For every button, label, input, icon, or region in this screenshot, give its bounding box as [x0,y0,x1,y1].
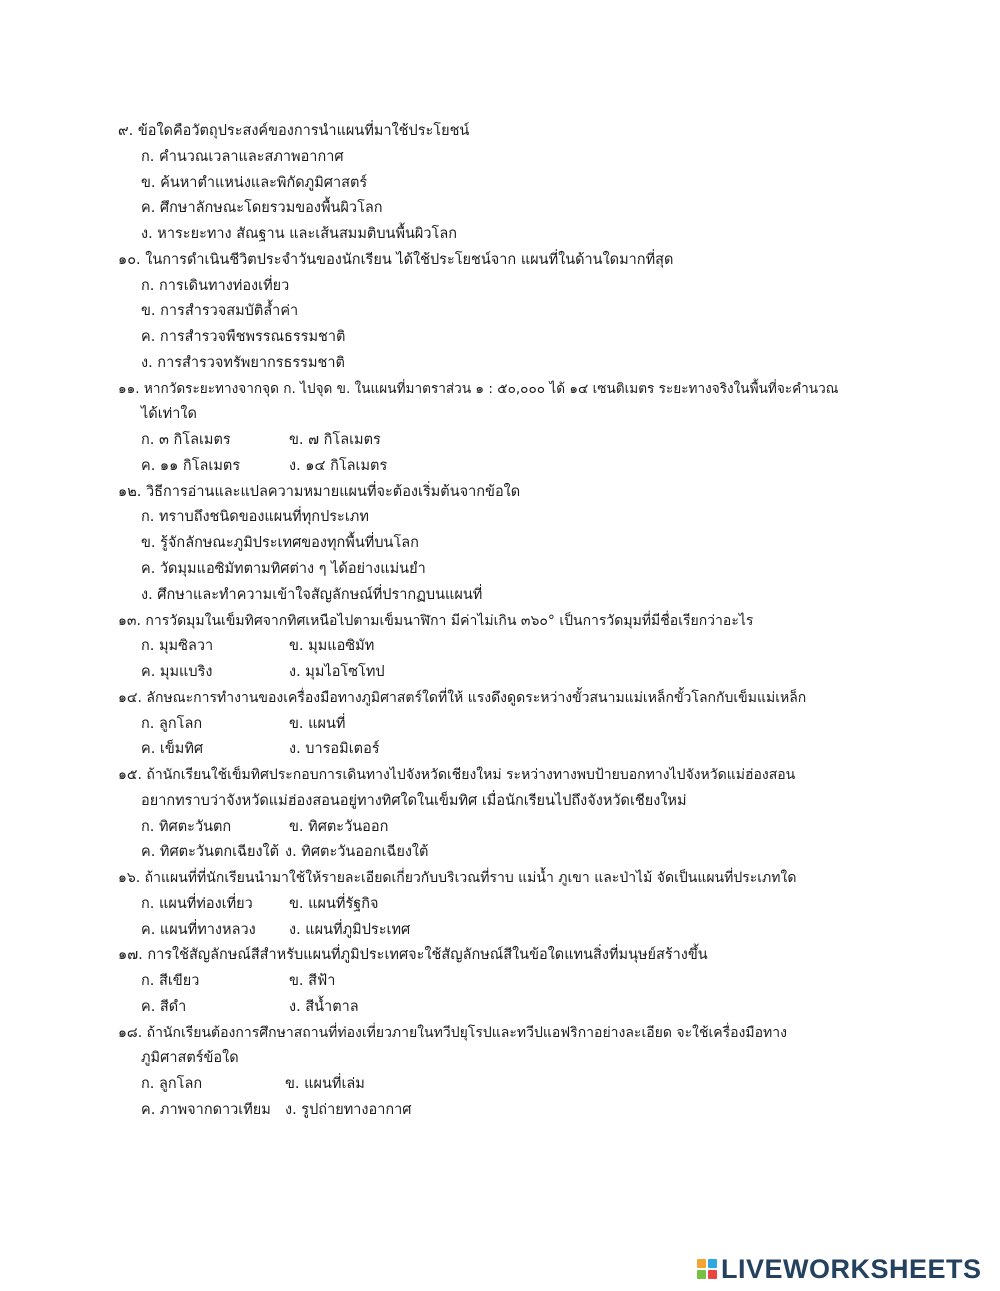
question-16-option-b[interactable]: ข. แผนที่รัฐกิจ [289,896,379,912]
logo-tile-blue [708,1259,717,1268]
question-12-option-b[interactable]: ข. รู้จักลักษณะภูมิประเทศของทุกพื้นที่บนโลก [141,535,419,551]
liveworksheets-logo[interactable] [697,1253,982,1285]
question-16-option-d[interactable]: ง. แผนที่ภูมิประเทศ [289,922,411,938]
logo-tile-green [697,1270,706,1279]
question-15-stem: ๑๕. ถ้านักเรียนใช้เข็มทิศประกอบการเดินทางไปจังหวัดเชียงใหม่ ระหว่างทางพบป้ายบอกทางไปจังหวัดแม่ฮ่องสอน [118,767,796,783]
question-16-option-a[interactable]: ก. แผนที่ท่องเที่ยว [141,896,253,912]
question-11-option-b[interactable]: ข. ๗ กิโลเมตร [289,432,381,448]
question-14-option-b[interactable]: ข. แผนที่ [289,716,346,732]
question-11-option-c[interactable]: ค. ๑๑ กิโลเมตร [141,458,241,474]
logo-tile-orange [697,1259,706,1268]
question-10-stem: ๑๐. ในการดำเนินชีวิตประจำวันของนักเรียน ได้ใช้ประโยชน์จาก แผนที่ในด้านใดมากที่สุด [118,252,674,268]
question-11-stem: ๑๑. หากวัดระยะทางจากจุด ก. ไปจุด ข. ในแผนที่มาตราส่วน ๑ : ๕๐,๐๐๐ ได้ ๑๔ เซนติเมตร ระยะทางจริงในพื้นที่จะคำนวณ [118,381,839,397]
question-17-option-a[interactable]: ก. สีเขียว [141,973,200,989]
question-13-option-a[interactable]: ก. มุมซิลวา [141,638,214,654]
question-11-option-a[interactable]: ก. ๓ กิโลเมตร [141,432,231,448]
question-11-stem-continued: ได้เท่าใด [141,406,197,422]
question-18-option-b[interactable]: ข. แผนที่เล่ม [285,1076,365,1092]
question-12-option-c[interactable]: ค. วัดมุมแอซิมัทตามทิศต่าง ๆ ได้อย่างแม่นยำ [141,561,426,577]
question-18-stem: ๑๘. ถ้านักเรียนต้องการศึกษาสถานที่ท่องเที่ยวภายในทวีปยุโรปและทวีปแอฟริกาอย่างละเอียด จะใช้เครื่องมือทาง [118,1025,787,1041]
question-9-option-d[interactable]: ง. หาระยะทาง สัณฐาน และเส้นสมมติบนพื้นผิวโลก [141,226,458,242]
question-18-option-a[interactable]: ก. ลูกโลก [141,1076,203,1092]
question-15-option-d[interactable]: ง. ทิศตะวันออกเฉียงใต้ [285,844,429,860]
liveworksheets-logo-text: LIVEWORKSHEETS [721,1254,982,1284]
question-10-option-b[interactable]: ข. การสำรวจสมบัติล้ำค่า [141,303,299,319]
question-15-option-c[interactable]: ค. ทิศตะวันตกเฉียงใต้ [141,844,280,860]
question-13-option-c[interactable]: ค. มุมแบริง [141,664,213,680]
question-18-option-d[interactable]: ง. รูปถ่ายทางอากาศ [285,1102,412,1118]
question-15-stem-continued: อยากทราบว่าจังหวัดแม่ฮ่องสอนอยู่ทางทิศใดในเข็มทิศ เมื่อนักเรียนไปถึงจังหวัดเชียงใหม่ [141,793,687,809]
question-17-option-c[interactable]: ค. สีดำ [141,999,187,1015]
question-15-option-b[interactable]: ข. ทิศตะวันออก [289,819,389,835]
question-10-option-c[interactable]: ค. การสำรวจพืชพรรณธรรมชาติ [141,329,346,345]
question-9-option-a[interactable]: ก. คำนวณเวลาและสภาพอากาศ [141,149,344,165]
question-13-option-d[interactable]: ง. มุมไอโซโทป [289,664,385,680]
question-16-stem: ๑๖. ถ้าแผนที่ที่นักเรียนนำมาใช้ให้รายละเอียดเกี่ยวกับบริเวณที่ราบ แม่น้ำ ภูเขา และป่าไม้ จัดเป็นแผนที่ประเภทใด [118,870,797,886]
question-9-stem: ๙. ข้อใดคือวัตถุประสงค์ของการนำแผนที่มาใช้ประโยชน์ [118,123,470,139]
liveworksheets-logo-icon [697,1259,717,1279]
question-17-stem: ๑๗. การใช้สัญลักษณ์สีสำหรับแผนที่ภูมิประเทศจะใช้สัญลักษณ์สีในข้อใดแทนสิ่งที่มนุษย์สร้างขึ้น [118,947,708,963]
question-17-option-b[interactable]: ข. สีฟ้า [289,973,336,989]
question-15-option-a[interactable]: ก. ทิศตะวันตก [141,819,232,835]
question-18-option-c[interactable]: ค. ภาพจากดาวเทียม [141,1102,271,1118]
question-17-option-d[interactable]: ง. สีน้ำตาล [289,999,359,1015]
question-18-stem-continued: ภูมิศาสตร์ข้อใด [141,1050,239,1066]
question-14-option-d[interactable]: ง. บารอมิเตอร์ [289,741,380,757]
question-14-stem: ๑๔. ลักษณะการทำงานของเครื่องมือทางภูมิศาสตร์ใดที่ให้ แรงดึงดูดระหว่างขั้วสนามแม่เหล็กขั้วโลกกับเข็มแม่เหล็ก [118,690,807,706]
logo-tile-red [708,1270,717,1279]
question-9-option-c[interactable]: ค. ศึกษาลักษณะโดยรวมของพื้นผิวโลก [141,200,383,216]
question-16-option-c[interactable]: ค. แผนที่ทางหลวง [141,922,256,938]
question-12-stem: ๑๒. วิธีการอ่านและแปลความหมายแผนที่จะต้องเริ่มต้นจากข้อใด [118,484,521,500]
question-10-option-d[interactable]: ง. การสำรวจทรัพยากรธรรมชาติ [141,355,345,371]
question-13-stem: ๑๓. การวัดมุมในเข็มทิศจากทิศเหนือไปตามเข็มนาฬิกา มีค่าไม่เกิน ๓๖๐° เป็นการวัดมุมที่มีชื่อเรียกว่าอะไร [118,613,754,629]
question-11-option-d[interactable]: ง. ๑๔ กิโลเมตร [289,458,388,474]
question-12-option-d[interactable]: ง. ศึกษาและทำความเข้าใจสัญลักษณ์ที่ปรากฏบนแผนที่ [141,587,483,603]
question-12-option-a[interactable]: ก. ทราบถึงชนิดของแผนที่ทุกประเภท [141,509,369,525]
question-14-option-a[interactable]: ก. ลูกโลก [141,716,203,732]
question-10-option-a[interactable]: ก. การเดินทางท่องเที่ยว [141,278,290,294]
question-14-option-c[interactable]: ค. เข็มทิศ [141,741,204,757]
question-13-option-b[interactable]: ข. มุมแอซิมัท [289,638,375,654]
question-9-option-b[interactable]: ข. ค้นหาตำแหน่งและพิกัดภูมิศาสตร์ [141,175,368,191]
